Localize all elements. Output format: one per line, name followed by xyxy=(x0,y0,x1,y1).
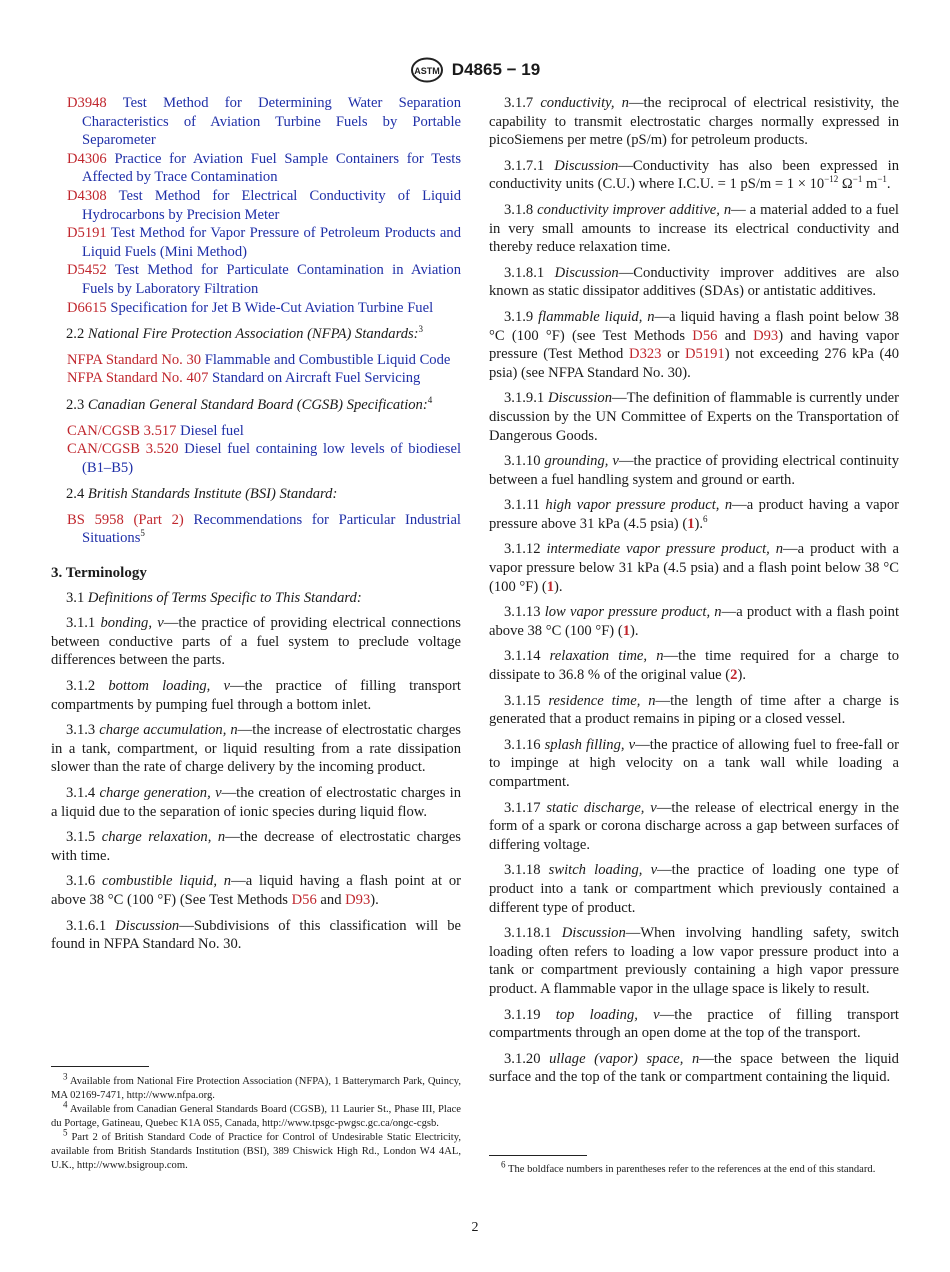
definition-paragraph: 3.1.18 switch loading, v—the practice of loading one type of product into a tank or compartment which previously contained a different type of product. xyxy=(489,862,899,916)
svg-text:ASTM: ASTM xyxy=(414,66,440,76)
reference-title-link[interactable]: Diesel fuel xyxy=(180,422,244,439)
reference-link[interactable]: BS 5958 (Part 2) xyxy=(67,511,184,528)
section-2-3-heading: 2.3 Canadian General Standard Board (CGSB) Specification:$^4$ xyxy=(66,395,433,413)
footnotes-right xyxy=(489,1159,899,1177)
reference-link[interactable]: 2 xyxy=(730,667,738,684)
definition-paragraph: 3.1.9 flammable liquid, n—a liquid having a flash point below 38 °C (100 °F) (see Test Methods D56 and D93) and having vapor pressure (Test Method D323 or D5191) not exceeding 276 kPa (40 psia) (see NFPA Standard No. 30). xyxy=(489,308,899,381)
definition-paragraph: 3.1.14 relaxation time, n—the time required for a charge to dissipate to 36.8 % of the original value (2). xyxy=(489,648,899,684)
footnote: $^4$ Available from Canadian General Standards Board (CGSB), 11 Laurier St., Phase III, Place du Portage, Gatineau, Quebec K1A 0S5, Canada, http://www.tpsgc-pwgsc.gc.ca/ongc-cgsb. xyxy=(51,1099,461,1129)
footnotes-left xyxy=(51,1071,461,1173)
definition-paragraph: 3.1.8 conductivity improver additive, n— a material added to a fuel in very small amounts to increase its electrical conductivity and thereby reduce relaxation time. xyxy=(489,201,899,256)
footnote-marker: 4 xyxy=(427,395,433,406)
reference-entry xyxy=(51,369,461,388)
reference-link[interactable]: D93 xyxy=(345,891,371,908)
definition-paragraph: 3.1.17 static discharge, v—the release of electrical energy in the form of a spark or corona discharge across a gap between surfaces of differing voltage. xyxy=(489,799,899,853)
reference-link[interactable]: D56 xyxy=(291,891,317,908)
reference-entry xyxy=(51,511,461,548)
footnote: $^5$ Part 2 of British Standard Code of Practice for Control of Undesirable Static Electricity, available from British Standards Institution (BSI), 389 Chiswick High Rd., London W4 4AL, U.K., http://www.bsigroup.com. xyxy=(51,1127,461,1171)
section-2-2-heading: 2.2 National Fire Protection Association (NFPA) Standards:$^3$ xyxy=(66,324,424,343)
footnote-marker: 6 xyxy=(703,514,708,525)
discussion-paragraph: 3.1.7.1 Discussion—Conductivity has also been expressed in conductivity units (C.U.) where I.C.U. = 1 $pS/m = 1 \times 10^{-12}$ $\Omega^{-1}$ $m^{-1}$. xyxy=(489,157,900,193)
reference-link[interactable]: D4306 xyxy=(67,150,107,167)
reference-entry xyxy=(51,351,461,370)
reference-link[interactable]: D5452 xyxy=(67,262,107,279)
reference-link[interactable]: D323 xyxy=(629,346,662,363)
section-3-heading: 3. Terminology xyxy=(51,565,147,582)
reference-entry xyxy=(51,261,461,298)
discussion-paragraph: 3.1.6.1 Discussion—Subdivisions of this classification will be found in NFPA Standard No. 30. xyxy=(51,917,461,953)
reference-link[interactable]: NFPA Standard No. 30 xyxy=(67,351,202,368)
definition-paragraph: 3.1.19 top loading, v—the practice of filling transport compartments through an open dome at the top of the transport. xyxy=(489,1006,899,1042)
document-id: D4865 − 19 xyxy=(451,60,541,79)
left-column xyxy=(51,94,461,954)
reference-title-link[interactable]: Standard on Aircraft Fuel Servicing xyxy=(212,370,421,387)
footnote: $^6$ The boldface numbers in parentheses refer to the references at the end of this standard. xyxy=(501,1159,876,1175)
discussion-paragraph: 3.1.8.1 Discussion—Conductivity improver additives are also known as static dissipator additives (SDAs) or antistatic additives. xyxy=(489,264,899,300)
reference-link[interactable]: D6615 xyxy=(67,299,107,316)
reference-title-link[interactable]: Test Method for Vapor Pressure of Petroleum Products and Liquid Fuels (Mini Method) xyxy=(82,225,461,260)
reference-link[interactable]: CAN/CGSB 3.517 xyxy=(67,422,177,439)
definition-paragraph: 3.1.10 grounding, v—the practice of providing electrical continuity between a fuel handling system and ground or earth. xyxy=(489,453,899,488)
definition-paragraph: 3.1.1 bonding, v—the practice of providing electrical connections between conductive parts of a fuel system to preclude voltage differences between the parts. xyxy=(51,615,461,669)
reference-entry xyxy=(51,94,461,150)
definition-paragraph: 3.1.5 charge relaxation, n—the decrease of electrostatic charges with time. xyxy=(51,829,461,864)
definition-paragraph: 3.1.6 combustible liquid, n—a liquid having a flash point at or above 38 °C (100 °F) (See Test Methods D56 and D93). xyxy=(51,873,461,908)
reference-title-link[interactable]: Diesel fuel containing low levels of biodiesel (B1–B5) xyxy=(82,441,461,476)
reference-entry xyxy=(51,422,461,441)
definition-paragraph: 3.1.11 high vapor pressure product, n—a product having a vapor pressure above 31 kPa (4.5 psia) (1).$^6$ xyxy=(489,497,899,532)
reference-title-link[interactable]: Test Method for Electrical Conductivity of Liquid Hydrocarbons by Precision Meter xyxy=(82,187,461,223)
reference-link[interactable]: D56 xyxy=(692,327,718,344)
definition-paragraph: 3.1.2 bottom loading, v—the practice of filling transport compartments by pumping fuel through a bottom inlet. xyxy=(51,678,461,713)
reference-title-link[interactable]: Specification for Jet B Wide-Cut Aviation Turbine Fuel xyxy=(110,299,434,316)
definition-paragraph: 3.1.12 intermediate vapor pressure product, n—a product with a vapor pressure below 31 kPa (4.5 psia) and a flash point below 38 °C (100 °F) (1). xyxy=(489,541,899,595)
reference-entry xyxy=(51,440,461,477)
reference-link[interactable]: 1 xyxy=(622,622,630,639)
footnote-marker: 5 xyxy=(140,528,145,539)
page-number: 2 xyxy=(471,1220,479,1235)
footnote-marker: 3 xyxy=(418,324,424,335)
reference-entry xyxy=(51,187,461,224)
right-column xyxy=(489,94,899,1094)
definition-paragraph: 3.1.20 ullage (vapor) space, n—the space between the liquid surface and the top of the tank or compartment containing the liquid. xyxy=(489,1050,899,1086)
reference-entry xyxy=(51,150,461,187)
reference-link[interactable]: D4308 xyxy=(67,187,107,204)
reference-entry xyxy=(51,224,461,261)
reference-title-link[interactable]: Flammable and Combustible Liquid Code xyxy=(204,351,451,368)
reference-link[interactable]: NFPA Standard No. 407 xyxy=(67,370,209,387)
reference-link[interactable]: D3948 xyxy=(67,95,107,111)
definition-paragraph: 3.1.4 charge generation, v—the creation of electrostatic charges in a liquid due to the separation of ionic species during liquid flow. xyxy=(51,785,461,820)
reference-title-link[interactable]: Test Method for Determining Water Separation Characteristics of Aviation Turbine Fuels by Portable Separometer xyxy=(82,95,461,149)
discussion-paragraph: 3.1.9.1 Discussion—The definition of flammable is currently under discussion by the UN Committee of Experts on the Transportation of Dangerous Goods. xyxy=(489,390,899,444)
reference-link[interactable]: 1 xyxy=(687,515,695,532)
definition-paragraph: 3.1.15 residence time, n—the length of time after a charge is generated that a product remains in piping or a closed vessel. xyxy=(489,692,899,728)
footnote: $^3$ Available from National Fire Protection Association (NFPA), 1 Batterymarch Park, Quincy, MA 02169-7471, http://www.nfpa.org. xyxy=(51,1071,461,1101)
definition-paragraph: 3.1.13 low vapor pressure product, n—a product with a flash point above 38 °C (100 °F) (1). xyxy=(489,604,900,639)
astm-reference-list xyxy=(51,94,461,317)
section-3-1-heading: 3.1 Definitions of Terms Specific to This Standard: xyxy=(66,589,362,606)
reference-link[interactable]: D5191 xyxy=(684,346,725,363)
reference-title-link[interactable]: Test Method for Particulate Contamination in Aviation Fuels by Laboratory Filtration xyxy=(82,262,462,297)
definition-paragraph: 3.1.3 charge accumulation, n—the increase of electrostatic charges in a tank, compartment, or liquid resulting from a rate dissipation slower than the rate of charge delivery by the incoming product. xyxy=(51,722,461,776)
reference-entry xyxy=(51,299,461,318)
definition-paragraph: 3.1.7 conductivity, n—the reciprocal of electrical resistivity, the capability to transmit electrostatic charges normally expressed in picoSiemens per metre (pS/m) for petroleum products. xyxy=(489,95,899,149)
page-header xyxy=(0,56,950,84)
footnote-divider xyxy=(489,1155,587,1156)
reference-title-link[interactable]: Recommendations for Particular Industrial Situations xyxy=(82,511,461,547)
discussion-paragraph: 3.1.18.1 Discussion—When involving handling safety, switch loading often refers to loading a low vapor pressure product into a tank or compartment previously containing a high vapor pressure product. A flammable vapor in the ullage space is likely to result. xyxy=(489,925,899,997)
footnote-divider xyxy=(51,1066,149,1067)
reference-link[interactable]: 1 xyxy=(546,578,555,595)
section-2-4-heading: 2.4 British Standards Institute (BSI) Standard: xyxy=(66,486,338,503)
reference-link[interactable]: D5191 xyxy=(67,225,107,242)
reference-link[interactable]: D93 xyxy=(753,327,779,344)
definition-paragraph: 3.1.16 splash filling, v—the practice of allowing fuel to free-fall or to impinge at high velocity on a tank wall while loading a compartment. xyxy=(489,736,900,790)
reference-title-link[interactable]: Practice for Aviation Fuel Sample Containers for Tests Affected by Trace Contamination xyxy=(82,150,461,186)
reference-link[interactable]: CAN/CGSB 3.520 xyxy=(67,441,179,458)
astm-logo-icon xyxy=(410,57,444,83)
